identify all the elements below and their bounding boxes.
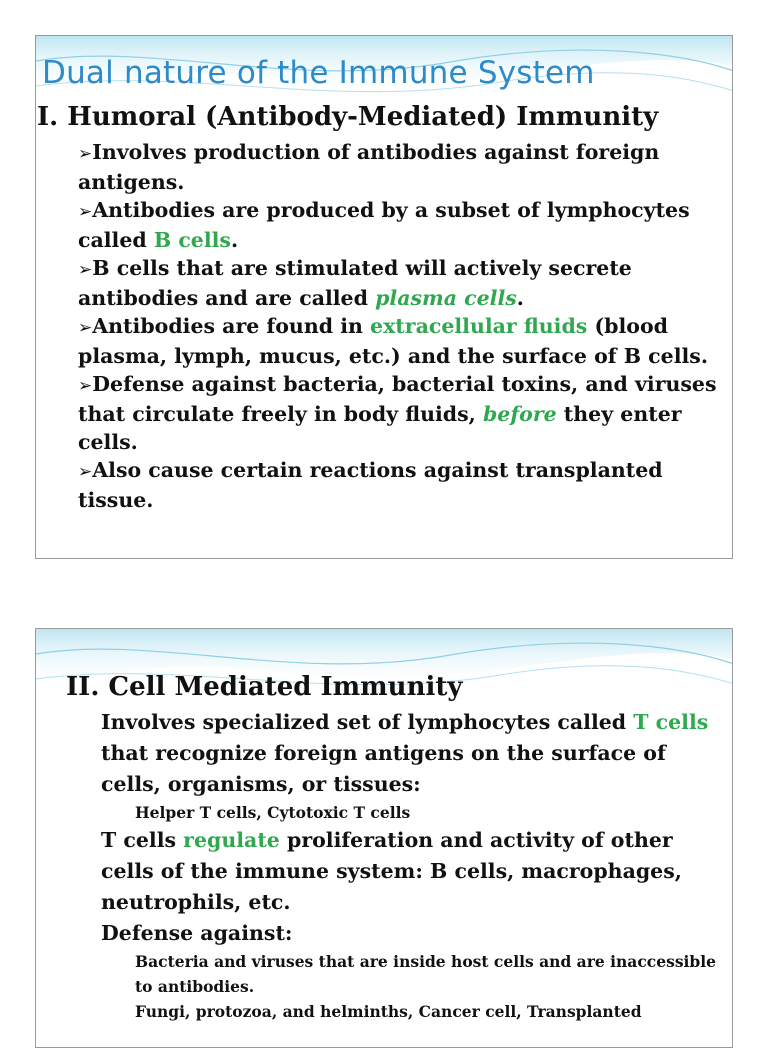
bullet-item <box>78 138 733 196</box>
arrow-bullet-icon: ➢ <box>78 260 93 280</box>
slide-title: Dual nature of the Immune System <box>42 55 595 91</box>
sub-item: Bacteria and viruses that are inside host cells and are inaccessible to antibodies. <box>135 952 717 996</box>
highlight-term: plasma cells <box>375 286 517 310</box>
arrow-bullet-icon: ➢ <box>78 202 93 222</box>
bullet-text: . <box>516 286 524 310</box>
bullet-item <box>78 456 733 514</box>
paragraph-text: Involves specialized set of lymphocytes called <box>101 710 634 734</box>
bullet-text: Antibodies are produced by a subset of lymphocytes called <box>78 198 690 252</box>
bullet-text: . <box>230 228 239 252</box>
sub-item: Fungi, protozoa, and helminths, Cancer cell, Transplanted <box>135 1002 642 1021</box>
section-heading-humoral: I. Humoral (Antibody-Mediated) Immunity <box>37 102 659 132</box>
highlight-term: T cells <box>633 710 709 734</box>
highlight-term: regulate <box>183 828 280 852</box>
slide-body <box>101 707 721 1024</box>
slide-cell-mediated-immunity <box>35 628 733 1048</box>
paragraph: Defense against: <box>101 921 293 945</box>
paragraph <box>101 707 721 800</box>
slide-humoral-immunity <box>35 35 733 559</box>
highlight-term: before <box>482 402 557 426</box>
arrow-bullet-icon: ➢ <box>78 144 93 164</box>
arrow-bullet-icon: ➢ <box>78 318 93 338</box>
paragraph-text: that recognize foreign antigens on the surface of cells, organisms, or tissues: <box>101 741 666 796</box>
bullet-item <box>78 196 733 254</box>
bullet-text: Also cause certain reactions against transplanted tissue. <box>78 458 663 512</box>
arrow-bullet-icon: ➢ <box>78 376 93 396</box>
highlight-term: extracellular fluids <box>370 314 588 338</box>
paragraph-text: T cells <box>101 828 184 852</box>
bullet-item <box>78 370 733 456</box>
sub-item: Helper T cells, Cytotoxic T cells <box>135 803 411 822</box>
section-heading-cell-mediated: II. Cell Mediated Immunity <box>66 672 463 702</box>
bullet-item <box>78 312 733 370</box>
bullet-text: Defense against bacteria, bacterial toxins, and viruses that circulate freely in body fluids, <box>78 372 717 426</box>
paragraph <box>101 825 721 918</box>
bullet-text: Antibodies are found in <box>92 314 371 338</box>
highlight-term: B cells <box>153 228 231 252</box>
bullet-text: B cells that are stimulated will actively secrete antibodies and are called <box>78 256 632 310</box>
bullet-text: they enter cells. <box>78 402 682 454</box>
paragraph-text: proliferation and activity of other cells of the immune system: B cells, macrophages, neutrophils, etc. <box>101 828 682 914</box>
bullet-list <box>78 138 733 514</box>
arrow-bullet-icon: ➢ <box>78 462 93 482</box>
bullet-text: Involves production of antibodies against foreign antigens. <box>78 140 660 194</box>
bullet-text: (blood plasma, lymph, mucus, etc.) and the surface of B cells. <box>78 314 708 368</box>
bullet-item <box>78 254 733 312</box>
